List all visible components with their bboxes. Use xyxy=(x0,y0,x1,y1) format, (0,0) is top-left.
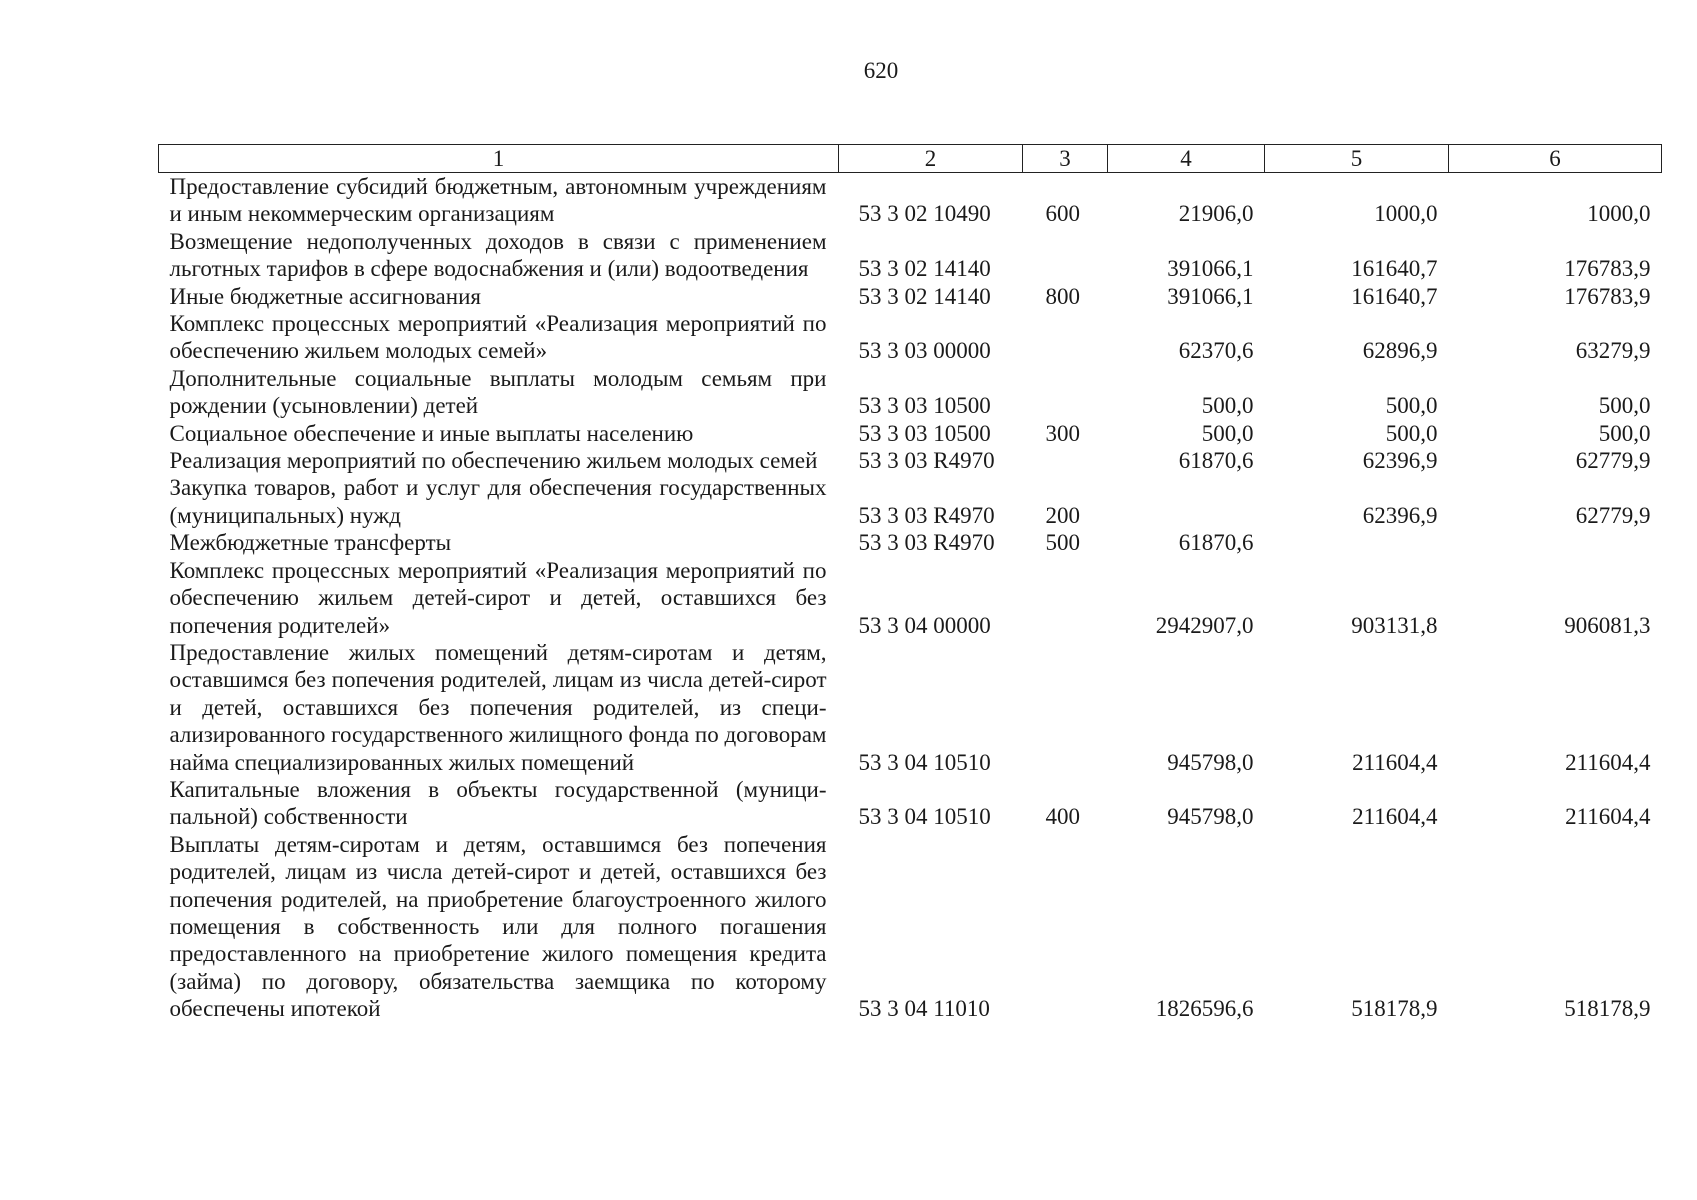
row-code: 53 3 03 R4970 xyxy=(858,530,995,556)
row-value-6 xyxy=(1449,529,1662,556)
row-value-5 xyxy=(1265,529,1449,556)
row-type: 300 xyxy=(1045,420,1080,446)
row-type xyxy=(1023,557,1108,639)
table-row xyxy=(159,474,1662,529)
row-name: Иные бюджетные ассигнования xyxy=(169,283,481,309)
budget-table xyxy=(158,144,1662,1023)
row-code: 53 3 03 10500 xyxy=(858,420,991,446)
table-row xyxy=(159,557,1662,639)
row-code: 53 3 04 10510 xyxy=(858,804,991,830)
row-name: Капитальные вложения в объекты государственной (муниципальной) собственности xyxy=(169,776,827,830)
row-name: Реализация мероприятий по обеспечению жильем молодых семей xyxy=(169,448,818,474)
row-code: 53 3 03 10500 xyxy=(858,393,991,419)
row-name: Предоставление жилых помещений детям-сиротам и детям, оставшимся без попечения родителей, лицам из числа детей-сирот и детей, оставшихся без попечения родителей, из специализированного государственного жилищного фонда по договорам найма специализированных жилых помещений xyxy=(169,639,827,775)
row-code: 53 3 04 10510 xyxy=(858,749,991,775)
row-value-4: 500,0 xyxy=(1201,420,1254,446)
row-type xyxy=(1023,447,1108,474)
table-row xyxy=(159,529,1662,556)
row-value-6: 1000,0 xyxy=(1587,201,1651,227)
row-value-4: 62370,6 xyxy=(1178,338,1254,364)
row-code: 53 3 04 00000 xyxy=(858,612,991,638)
row-value-5: 518178,9 xyxy=(1351,996,1438,1022)
table-body xyxy=(159,173,1662,1023)
table-row xyxy=(159,776,1662,831)
row-value-5: 211604,4 xyxy=(1352,749,1438,775)
row-type xyxy=(1023,228,1108,283)
row-value-5: 500,0 xyxy=(1385,393,1438,419)
row-value-4: 61870,6 xyxy=(1178,448,1254,474)
header-col-1: 1 xyxy=(159,145,839,173)
row-value-4: 500,0 xyxy=(1201,393,1254,419)
row-type: 400 xyxy=(1045,804,1080,830)
table-row xyxy=(159,173,1662,228)
row-code: 53 3 03 R4970 xyxy=(858,448,995,474)
row-name: Возмещение недополученных доходов в связи с применением льготных тарифов в сфере водоснабжения и (или) водоотведения xyxy=(169,228,827,282)
row-type xyxy=(1023,365,1108,420)
table-row xyxy=(159,639,1662,776)
row-code: 53 3 02 14140 xyxy=(858,256,991,282)
row-value-5: 161640,7 xyxy=(1351,283,1438,309)
table-row xyxy=(159,228,1662,283)
row-type: 800 xyxy=(1045,283,1080,309)
header-col-3: 3 xyxy=(1023,145,1108,173)
row-code: 53 3 02 10490 xyxy=(858,201,991,227)
row-value-6: 211604,4 xyxy=(1565,804,1651,830)
row-name: Комплекс процессных мероприятий «Реализация мероприятий по обеспечению жильем детей-сирот и детей, оставшихся без попечения родителей» xyxy=(169,557,827,638)
row-type xyxy=(1023,310,1108,365)
row-value-6: 500,0 xyxy=(1598,393,1651,419)
table-row xyxy=(159,365,1662,420)
row-value-5: 903131,8 xyxy=(1351,612,1438,638)
row-value-4: 391066,1 xyxy=(1167,283,1254,309)
row-value-6: 211604,4 xyxy=(1565,749,1651,775)
row-value-5: 500,0 xyxy=(1385,420,1438,446)
table-row xyxy=(159,310,1662,365)
row-code: 53 3 04 11010 xyxy=(858,996,990,1022)
row-value-6: 518178,9 xyxy=(1564,996,1651,1022)
row-value-5: 62896,9 xyxy=(1362,338,1438,364)
row-value-6: 63279,9 xyxy=(1575,338,1651,364)
row-type: 200 xyxy=(1045,502,1080,528)
header-col-2: 2 xyxy=(839,145,1023,173)
row-value-4: 21906,0 xyxy=(1178,201,1254,227)
table-row xyxy=(159,420,1662,447)
row-code: 53 3 02 14140 xyxy=(858,283,991,309)
row-value-4: 391066,1 xyxy=(1167,256,1254,282)
row-value-6: 906081,3 xyxy=(1564,612,1651,638)
row-value-6: 500,0 xyxy=(1598,420,1651,446)
header-col-6: 6 xyxy=(1449,145,1662,173)
row-value-6: 62779,9 xyxy=(1575,502,1651,528)
header-col-4: 4 xyxy=(1108,145,1265,173)
row-value-5: 1000,0 xyxy=(1374,201,1438,227)
row-value-5: 62396,9 xyxy=(1362,502,1438,528)
table-row xyxy=(159,447,1662,474)
row-type: 500 xyxy=(1045,530,1080,556)
row-name: Выплаты детям-сиротам и детям, оставшимся без попечения родителей, лицам из числа детей-сирот и детей, оставшихся без попечения родителей, на приобретение благоустроенного жилого помещения в собственность или для полного погашения предоставленного на приобретение жилого помещения кредита (займа) по договору, обязательства заемщика по которому обеспечены ипотекой xyxy=(169,831,827,1022)
row-value-4: 945798,0 xyxy=(1167,804,1254,830)
row-name: Социальное обеспечение и иные выплаты населению xyxy=(169,420,694,446)
row-code: 53 3 03 R4970 xyxy=(858,502,995,528)
row-value-4: 1826596,6 xyxy=(1155,996,1254,1022)
header-row xyxy=(159,145,1662,173)
row-name: Предоставление субсидий бюджетным, автономным учреждениям и иным некоммерческим организациям xyxy=(169,174,827,227)
table-header xyxy=(159,145,1662,173)
row-value-5: 62396,9 xyxy=(1362,448,1438,474)
row-value-4: 2942907,0 xyxy=(1155,612,1254,638)
row-value-6: 176783,9 xyxy=(1564,256,1651,282)
row-type xyxy=(1023,831,1108,1023)
row-name: Комплекс процессных мероприятий «Реализация мероприятий по обеспечению жильем молодых семей» xyxy=(169,311,827,364)
row-name: Дополнительные социальные выплаты молодым семьям при рождении (усыновлении) детей xyxy=(169,365,827,419)
row-type: 600 xyxy=(1045,201,1080,227)
row-value-6: 62779,9 xyxy=(1575,448,1651,474)
row-value-4: 61870,6 xyxy=(1178,530,1254,556)
row-value-5: 161640,7 xyxy=(1351,256,1438,282)
row-name: Закупка товаров, работ и услуг для обеспечения государственных (муниципальных) нужд xyxy=(169,475,827,528)
header-col-5: 5 xyxy=(1265,145,1449,173)
row-value-6: 176783,9 xyxy=(1564,283,1651,309)
row-value-4: 945798,0 xyxy=(1167,749,1254,775)
row-code: 53 3 03 00000 xyxy=(858,338,991,364)
row-type xyxy=(1023,639,1108,776)
table-row xyxy=(159,831,1662,1023)
row-name: Межбюджетные трансферты xyxy=(169,530,452,556)
row-value-5: 211604,4 xyxy=(1352,804,1438,830)
page-number: 620 xyxy=(863,58,899,83)
table-row xyxy=(159,283,1662,310)
row-value-4 xyxy=(1108,474,1265,529)
